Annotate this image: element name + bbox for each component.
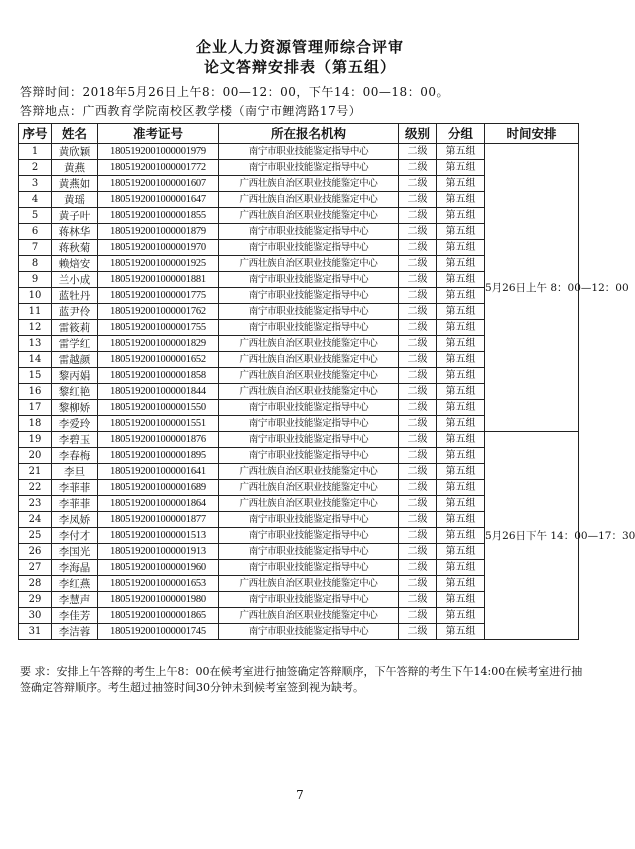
org-cell: 南宁市职业技能鉴定指导中心 [219, 320, 399, 336]
group-cell: 第五组 [437, 448, 485, 464]
exam-id-cell: 1805192001000001858 [98, 368, 219, 384]
level-cell: 二级 [399, 480, 437, 496]
org-cell: 南宁市职业技能鉴定指导中心 [219, 144, 399, 160]
level-cell: 二级 [399, 288, 437, 304]
header-cell-name: 姓名 [52, 124, 98, 144]
org-cell: 广西壮族自治区职业技能鉴定中心 [219, 208, 399, 224]
org-cell: 广西壮族自治区职业技能鉴定中心 [219, 336, 399, 352]
org-cell: 南宁市职业技能鉴定指导中心 [219, 160, 399, 176]
row-number-cell: 19 [19, 432, 52, 448]
group-cell: 第五组 [437, 400, 485, 416]
level-cell: 二级 [399, 560, 437, 576]
group-cell: 第五组 [437, 224, 485, 240]
group-cell: 第五组 [437, 320, 485, 336]
student-name-cell: 李菲菲 [52, 496, 98, 512]
level-cell: 二级 [399, 416, 437, 432]
level-cell: 二级 [399, 528, 437, 544]
table-row [19, 432, 579, 448]
level-cell: 二级 [399, 352, 437, 368]
exam-id-cell: 1805192001000001877 [98, 512, 219, 528]
level-cell: 二级 [399, 576, 437, 592]
schedule-table [18, 123, 635, 640]
row-number-cell: 22 [19, 480, 52, 496]
row-number-cell: 29 [19, 592, 52, 608]
group-cell: 第五组 [437, 592, 485, 608]
org-cell: 南宁市职业技能鉴定指导中心 [219, 592, 399, 608]
group-cell: 第五组 [437, 432, 485, 448]
row-number-cell: 9 [19, 272, 52, 288]
group-cell: 第五组 [437, 496, 485, 512]
level-cell: 二级 [399, 176, 437, 192]
row-number-cell: 23 [19, 496, 52, 512]
row-number-cell: 14 [19, 352, 52, 368]
group-cell: 第五组 [437, 560, 485, 576]
org-cell: 广西壮族自治区职业技能鉴定中心 [219, 384, 399, 400]
exam-id-cell: 1805192001000001551 [98, 416, 219, 432]
org-cell: 南宁市职业技能鉴定指导中心 [219, 240, 399, 256]
page-number: 7 [296, 788, 304, 802]
exam-id-cell: 1805192001000001895 [98, 448, 219, 464]
level-cell: 二级 [399, 432, 437, 448]
group-cell: 第五组 [437, 464, 485, 480]
level-cell: 二级 [399, 544, 437, 560]
exam-id-cell: 1805192001000001979 [98, 144, 219, 160]
header-cell-no: 序号 [19, 124, 52, 144]
exam-id-cell: 1805192001000001653 [98, 576, 219, 592]
row-number-cell: 13 [19, 336, 52, 352]
group-cell: 第五组 [437, 272, 485, 288]
student-name-cell: 兰小成 [52, 272, 98, 288]
row-number-cell: 30 [19, 608, 52, 624]
row-number-cell: 20 [19, 448, 52, 464]
row-number-cell: 15 [19, 368, 52, 384]
student-name-cell: 黎柳娇 [52, 400, 98, 416]
student-name-cell: 李红燕 [52, 576, 98, 592]
org-cell: 南宁市职业技能鉴定指导中心 [219, 304, 399, 320]
row-number-cell: 18 [19, 416, 52, 432]
exam-id-cell: 1805192001000001865 [98, 608, 219, 624]
group-cell: 第五组 [437, 384, 485, 400]
level-cell: 二级 [399, 592, 437, 608]
group-cell: 第五组 [437, 240, 485, 256]
exam-id-cell: 1805192001000001652 [98, 352, 219, 368]
group-cell: 第五组 [437, 416, 485, 432]
row-number-cell: 26 [19, 544, 52, 560]
group-cell: 第五组 [437, 528, 485, 544]
level-cell: 二级 [399, 512, 437, 528]
level-cell: 二级 [399, 304, 437, 320]
student-name-cell: 李凤娇 [52, 512, 98, 528]
exam-id-cell: 1805192001000001513 [98, 528, 219, 544]
exam-id-cell: 1805192001000001641 [98, 464, 219, 480]
exam-id-cell: 1805192001000001879 [98, 224, 219, 240]
group-cell: 第五组 [437, 336, 485, 352]
group-cell: 第五组 [437, 176, 485, 192]
org-cell: 广西壮族自治区职业技能鉴定中心 [219, 464, 399, 480]
exam-id-cell: 1805192001000001755 [98, 320, 219, 336]
student-name-cell: 李付才 [52, 528, 98, 544]
row-number-cell: 27 [19, 560, 52, 576]
exam-id-cell: 1805192001000001881 [98, 272, 219, 288]
level-cell: 二级 [399, 368, 437, 384]
student-name-cell: 黄燕如 [52, 176, 98, 192]
student-name-cell: 蒋秋菊 [52, 240, 98, 256]
org-cell: 南宁市职业技能鉴定指导中心 [219, 224, 399, 240]
org-cell: 南宁市职业技能鉴定指导中心 [219, 544, 399, 560]
group-cell: 第五组 [437, 368, 485, 384]
exam-id-cell: 1805192001000001762 [98, 304, 219, 320]
student-name-cell: 雷学红 [52, 336, 98, 352]
row-number-cell: 24 [19, 512, 52, 528]
student-name-cell: 李海晶 [52, 560, 98, 576]
student-name-cell: 李慧声 [52, 592, 98, 608]
student-name-cell: 黎红艳 [52, 384, 98, 400]
level-cell: 二级 [399, 256, 437, 272]
student-name-cell: 李菲菲 [52, 480, 98, 496]
exam-id-cell: 1805192001000001829 [98, 336, 219, 352]
exam-id-cell: 1805192001000001550 [98, 400, 219, 416]
exam-id-cell: 1805192001000001876 [98, 432, 219, 448]
row-number-cell: 2 [19, 160, 52, 176]
org-cell: 广西壮族自治区职业技能鉴定中心 [219, 176, 399, 192]
row-number-cell: 16 [19, 384, 52, 400]
header-cell-level: 级别 [399, 124, 437, 144]
exam-id-cell: 1805192001000001970 [98, 240, 219, 256]
level-cell: 二级 [399, 496, 437, 512]
student-name-cell: 李洁蓉 [52, 624, 98, 640]
group-cell: 第五组 [437, 544, 485, 560]
org-cell: 南宁市职业技能鉴定指导中心 [219, 560, 399, 576]
level-cell: 二级 [399, 224, 437, 240]
student-name-cell: 雷越颜 [52, 352, 98, 368]
org-cell: 广西壮族自治区职业技能鉴定中心 [219, 496, 399, 512]
schedule-body [19, 144, 635, 640]
org-cell: 南宁市职业技能鉴定指导中心 [219, 512, 399, 528]
level-cell: 二级 [399, 208, 437, 224]
level-cell: 二级 [399, 192, 437, 208]
group-cell: 第五组 [437, 304, 485, 320]
row-number-cell: 11 [19, 304, 52, 320]
group-cell: 第五组 [437, 160, 485, 176]
exam-id-cell: 1805192001000001855 [98, 208, 219, 224]
org-cell: 广西壮族自治区职业技能鉴定中心 [219, 576, 399, 592]
exam-id-cell: 1805192001000001745 [98, 624, 219, 640]
level-cell: 二级 [399, 336, 437, 352]
exam-id-cell: 1805192001000001960 [98, 560, 219, 576]
group-cell: 第五组 [437, 192, 485, 208]
level-cell: 二级 [399, 448, 437, 464]
exam-id-cell: 1805192001000001647 [98, 192, 219, 208]
time-block-morning: 5月26日上午 8：00—12：00 [485, 144, 579, 432]
student-name-cell: 李爱玲 [52, 416, 98, 432]
level-cell: 二级 [399, 384, 437, 400]
student-name-cell: 雷筱莉 [52, 320, 98, 336]
exam-id-cell: 1805192001000001925 [98, 256, 219, 272]
level-cell: 二级 [399, 240, 437, 256]
org-cell: 南宁市职业技能鉴定指导中心 [219, 528, 399, 544]
org-cell: 广西壮族自治区职业技能鉴定中心 [219, 256, 399, 272]
defense-place-line: 答辩地点：广西教育学院南校区教学楼（南宁市鲤湾路17号） [20, 104, 362, 118]
student-name-cell: 黎丙娟 [52, 368, 98, 384]
row-number-cell: 4 [19, 192, 52, 208]
exam-id-cell: 1805192001000001772 [98, 160, 219, 176]
row-number-cell: 25 [19, 528, 52, 544]
group-cell: 第五组 [437, 144, 485, 160]
student-name-cell: 赖焙安 [52, 256, 98, 272]
row-number-cell: 17 [19, 400, 52, 416]
time-block-afternoon: 5月26日下午 14：00—17：30 [485, 432, 579, 640]
group-cell: 第五组 [437, 480, 485, 496]
org-cell: 南宁市职业技能鉴定指导中心 [219, 272, 399, 288]
group-cell: 第五组 [437, 576, 485, 592]
header-cell-exam-id: 准考证号 [98, 124, 219, 144]
org-cell: 南宁市职业技能鉴定指导中心 [219, 400, 399, 416]
student-name-cell: 李碧玉 [52, 432, 98, 448]
org-cell: 南宁市职业技能鉴定指导中心 [219, 432, 399, 448]
group-cell: 第五组 [437, 608, 485, 624]
level-cell: 二级 [399, 624, 437, 640]
level-cell: 二级 [399, 160, 437, 176]
org-cell: 南宁市职业技能鉴定指导中心 [219, 416, 399, 432]
level-cell: 二级 [399, 144, 437, 160]
org-cell: 广西壮族自治区职业技能鉴定中心 [219, 480, 399, 496]
group-cell: 第五组 [437, 624, 485, 640]
exam-id-cell: 1805192001000001980 [98, 592, 219, 608]
exam-id-cell: 1805192001000001913 [98, 544, 219, 560]
header-cell-group: 分组 [437, 124, 485, 144]
org-cell: 广西壮族自治区职业技能鉴定中心 [219, 352, 399, 368]
table-row [19, 144, 579, 160]
document-subtitle: 论文答辩安排表（第五组） [203, 58, 396, 76]
row-number-cell: 1 [19, 144, 52, 160]
student-name-cell: 李国光 [52, 544, 98, 560]
group-cell: 第五组 [437, 352, 485, 368]
defense-time-line: 答辩时间：2018年5月26日上午8：00—12：00，下午14：00—18：00。 [20, 85, 449, 99]
exam-id-cell: 1805192001000001844 [98, 384, 219, 400]
student-name-cell: 黄瑶 [52, 192, 98, 208]
document-title: 企业人力资源管理师综合评审 [195, 38, 404, 56]
student-name-cell: 李春梅 [52, 448, 98, 464]
exam-id-cell: 1805192001000001775 [98, 288, 219, 304]
exam-id-cell: 1805192001000001864 [98, 496, 219, 512]
org-cell: 广西壮族自治区职业技能鉴定中心 [219, 192, 399, 208]
row-number-cell: 8 [19, 256, 52, 272]
row-number-cell: 10 [19, 288, 52, 304]
student-name-cell: 李旦 [52, 464, 98, 480]
student-name-cell: 黄欣颖 [52, 144, 98, 160]
group-cell: 第五组 [437, 512, 485, 528]
student-name-cell: 李佳芳 [52, 608, 98, 624]
student-name-cell: 蓝尹伶 [52, 304, 98, 320]
student-name-cell: 蒋林华 [52, 224, 98, 240]
org-cell: 广西壮族自治区职业技能鉴定中心 [219, 368, 399, 384]
row-number-cell: 7 [19, 240, 52, 256]
group-cell: 第五组 [437, 256, 485, 272]
org-cell: 南宁市职业技能鉴定指导中心 [219, 624, 399, 640]
level-cell: 二级 [399, 400, 437, 416]
row-number-cell: 12 [19, 320, 52, 336]
table-header-row [19, 124, 579, 144]
org-cell: 南宁市职业技能鉴定指导中心 [219, 288, 399, 304]
level-cell: 二级 [399, 272, 437, 288]
requirements-note: 要 求：安排上午答辩的考生上午8：00在候考室进行抽签确定答辩顺序，下午答辩的考生下午14:00在候考室进行抽签确定答辩顺序。考生超过抽签时间30分钟未到候考室签到视为缺考。 [20, 665, 583, 694]
row-number-cell: 3 [19, 176, 52, 192]
student-name-cell: 黄燕 [52, 160, 98, 176]
group-cell: 第五组 [437, 288, 485, 304]
exam-id-cell: 1805192001000001689 [98, 480, 219, 496]
org-cell: 广西壮族自治区职业技能鉴定中心 [219, 608, 399, 624]
row-number-cell: 5 [19, 208, 52, 224]
row-number-cell: 6 [19, 224, 52, 240]
student-name-cell: 黄子叶 [52, 208, 98, 224]
student-name-cell: 蓝牡丹 [52, 288, 98, 304]
group-cell: 第五组 [437, 208, 485, 224]
header-cell-org: 所在报名机构 [219, 124, 399, 144]
level-cell: 二级 [399, 464, 437, 480]
row-number-cell: 21 [19, 464, 52, 480]
row-number-cell: 31 [19, 624, 52, 640]
row-number-cell: 28 [19, 576, 52, 592]
header-cell-time: 时间安排 [485, 124, 579, 144]
level-cell: 二级 [399, 320, 437, 336]
exam-id-cell: 1805192001000001607 [98, 176, 219, 192]
org-cell: 南宁市职业技能鉴定指导中心 [219, 448, 399, 464]
level-cell: 二级 [399, 608, 437, 624]
